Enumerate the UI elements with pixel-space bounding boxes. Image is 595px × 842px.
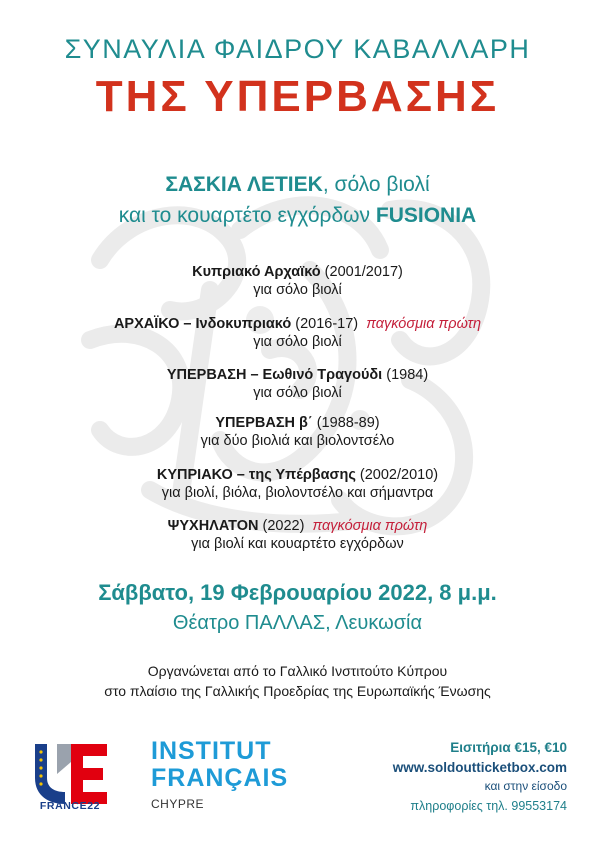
work-instrumentation: για σόλο βιολί [253, 282, 342, 298]
concert-title: ΤΗΣ ΥΠΕΡΒΑΣΗΣ [95, 72, 500, 121]
program-item-heading [0, 414, 595, 432]
work-instrumentation: για σόλο βιολί [253, 334, 342, 350]
institut-francais-logo-line-3: CHYPRE [151, 797, 205, 811]
program-item [0, 414, 595, 450]
program-item-heading [0, 366, 595, 384]
program-item [0, 263, 595, 299]
work-year: (2001/2017) [320, 264, 403, 280]
event-date: Σάββατο, 19 Φεβρουαρίου 2022, 8 μ.μ. [98, 580, 497, 605]
work-year: (2016-17) [291, 316, 359, 332]
work-year: (2002/2010) [355, 467, 439, 483]
soloist-line [0, 173, 595, 197]
work-title: ΑΡΧΑΪΚΟ – Ινδοκυπριακό [113, 316, 292, 332]
organizer-line-2: στο πλαίσιο της Γαλλικής Προεδρίας της Ευρωπαϊκής Ένωσης [104, 683, 491, 699]
event-venue: Θέατρο ΠΑΛΛΑΣ, Λευκωσία [172, 612, 423, 634]
france22-wordmark: FRANCE22 [39, 800, 101, 812]
organizer-line-1: Οργανώνεται από το Γαλλικό Ινστιτούτο Κύπρου [147, 663, 448, 679]
quartet-line [0, 204, 595, 228]
institut-francais-logo-line-1: INSTITUT [151, 737, 272, 765]
ticket-website-link[interactable]: www.soldoutticketbox.com [392, 760, 567, 775]
program-item-heading [0, 315, 595, 333]
work-year: (1984) [382, 367, 429, 383]
concert-series-heading: ΣΥΝΑΥΛΙΑ ΦΑΙΔΡΟΥ ΚΑΒΑΛΛΑΡΗ [64, 34, 531, 64]
premiere-note: παγκόσμια πρώτη [312, 518, 428, 534]
work-title: ΥΠΕΡΒΑΣΗ – Εωθινό Τραγούδι [166, 367, 383, 383]
work-title: ΚΥΠΡΙΑΚΟ – της Υπέρβασης [156, 467, 356, 483]
program-item [0, 517, 595, 553]
program-item-heading [0, 517, 595, 535]
work-title: Κυπριακό Αρχαϊκό [192, 264, 321, 280]
work-instrumentation: για δύο βιολιά και βιολοντσέλο [200, 433, 395, 449]
quartet-name: FUSIONIA [375, 204, 477, 227]
soloist-name: ΣΑΣΚΙΑ ΛΕΤΙΕΚ [165, 173, 323, 196]
program-item [0, 366, 595, 402]
program-item-heading [0, 466, 595, 484]
program-item-heading [0, 263, 595, 281]
quartet-prefix: και το κουαρτέτο εγχόρδων [118, 204, 376, 227]
work-year: (2022) [258, 518, 305, 534]
work-title: ΥΠΕΡΒΑΣΗ β΄ [215, 415, 313, 431]
work-year: (1988-89) [312, 415, 380, 431]
info-phone: πληροφορίες τηλ. 99553174 [410, 799, 567, 813]
work-instrumentation: για σόλο βιολί [253, 385, 342, 401]
work-title: ΨΥΧΗΛΑΤΟΝ [167, 518, 259, 534]
institut-francais-logo-line-2: FRANÇAIS [151, 764, 289, 792]
ticket-door-note: και στην είσοδο [484, 779, 567, 793]
program-item [0, 466, 595, 502]
work-instrumentation: για βιολί και κουαρτέτο εγχόρδων [191, 536, 404, 552]
soloist-role: , σόλο βιολί [322, 173, 430, 196]
work-instrumentation: για βιολί, βιόλα, βιολοντσέλο και σήμαντρα [161, 485, 434, 501]
ticket-prices: Εισιτήρια €15, €10 [450, 740, 567, 755]
program-item [0, 315, 595, 351]
premiere-note: παγκόσμια πρώτη [366, 316, 482, 332]
